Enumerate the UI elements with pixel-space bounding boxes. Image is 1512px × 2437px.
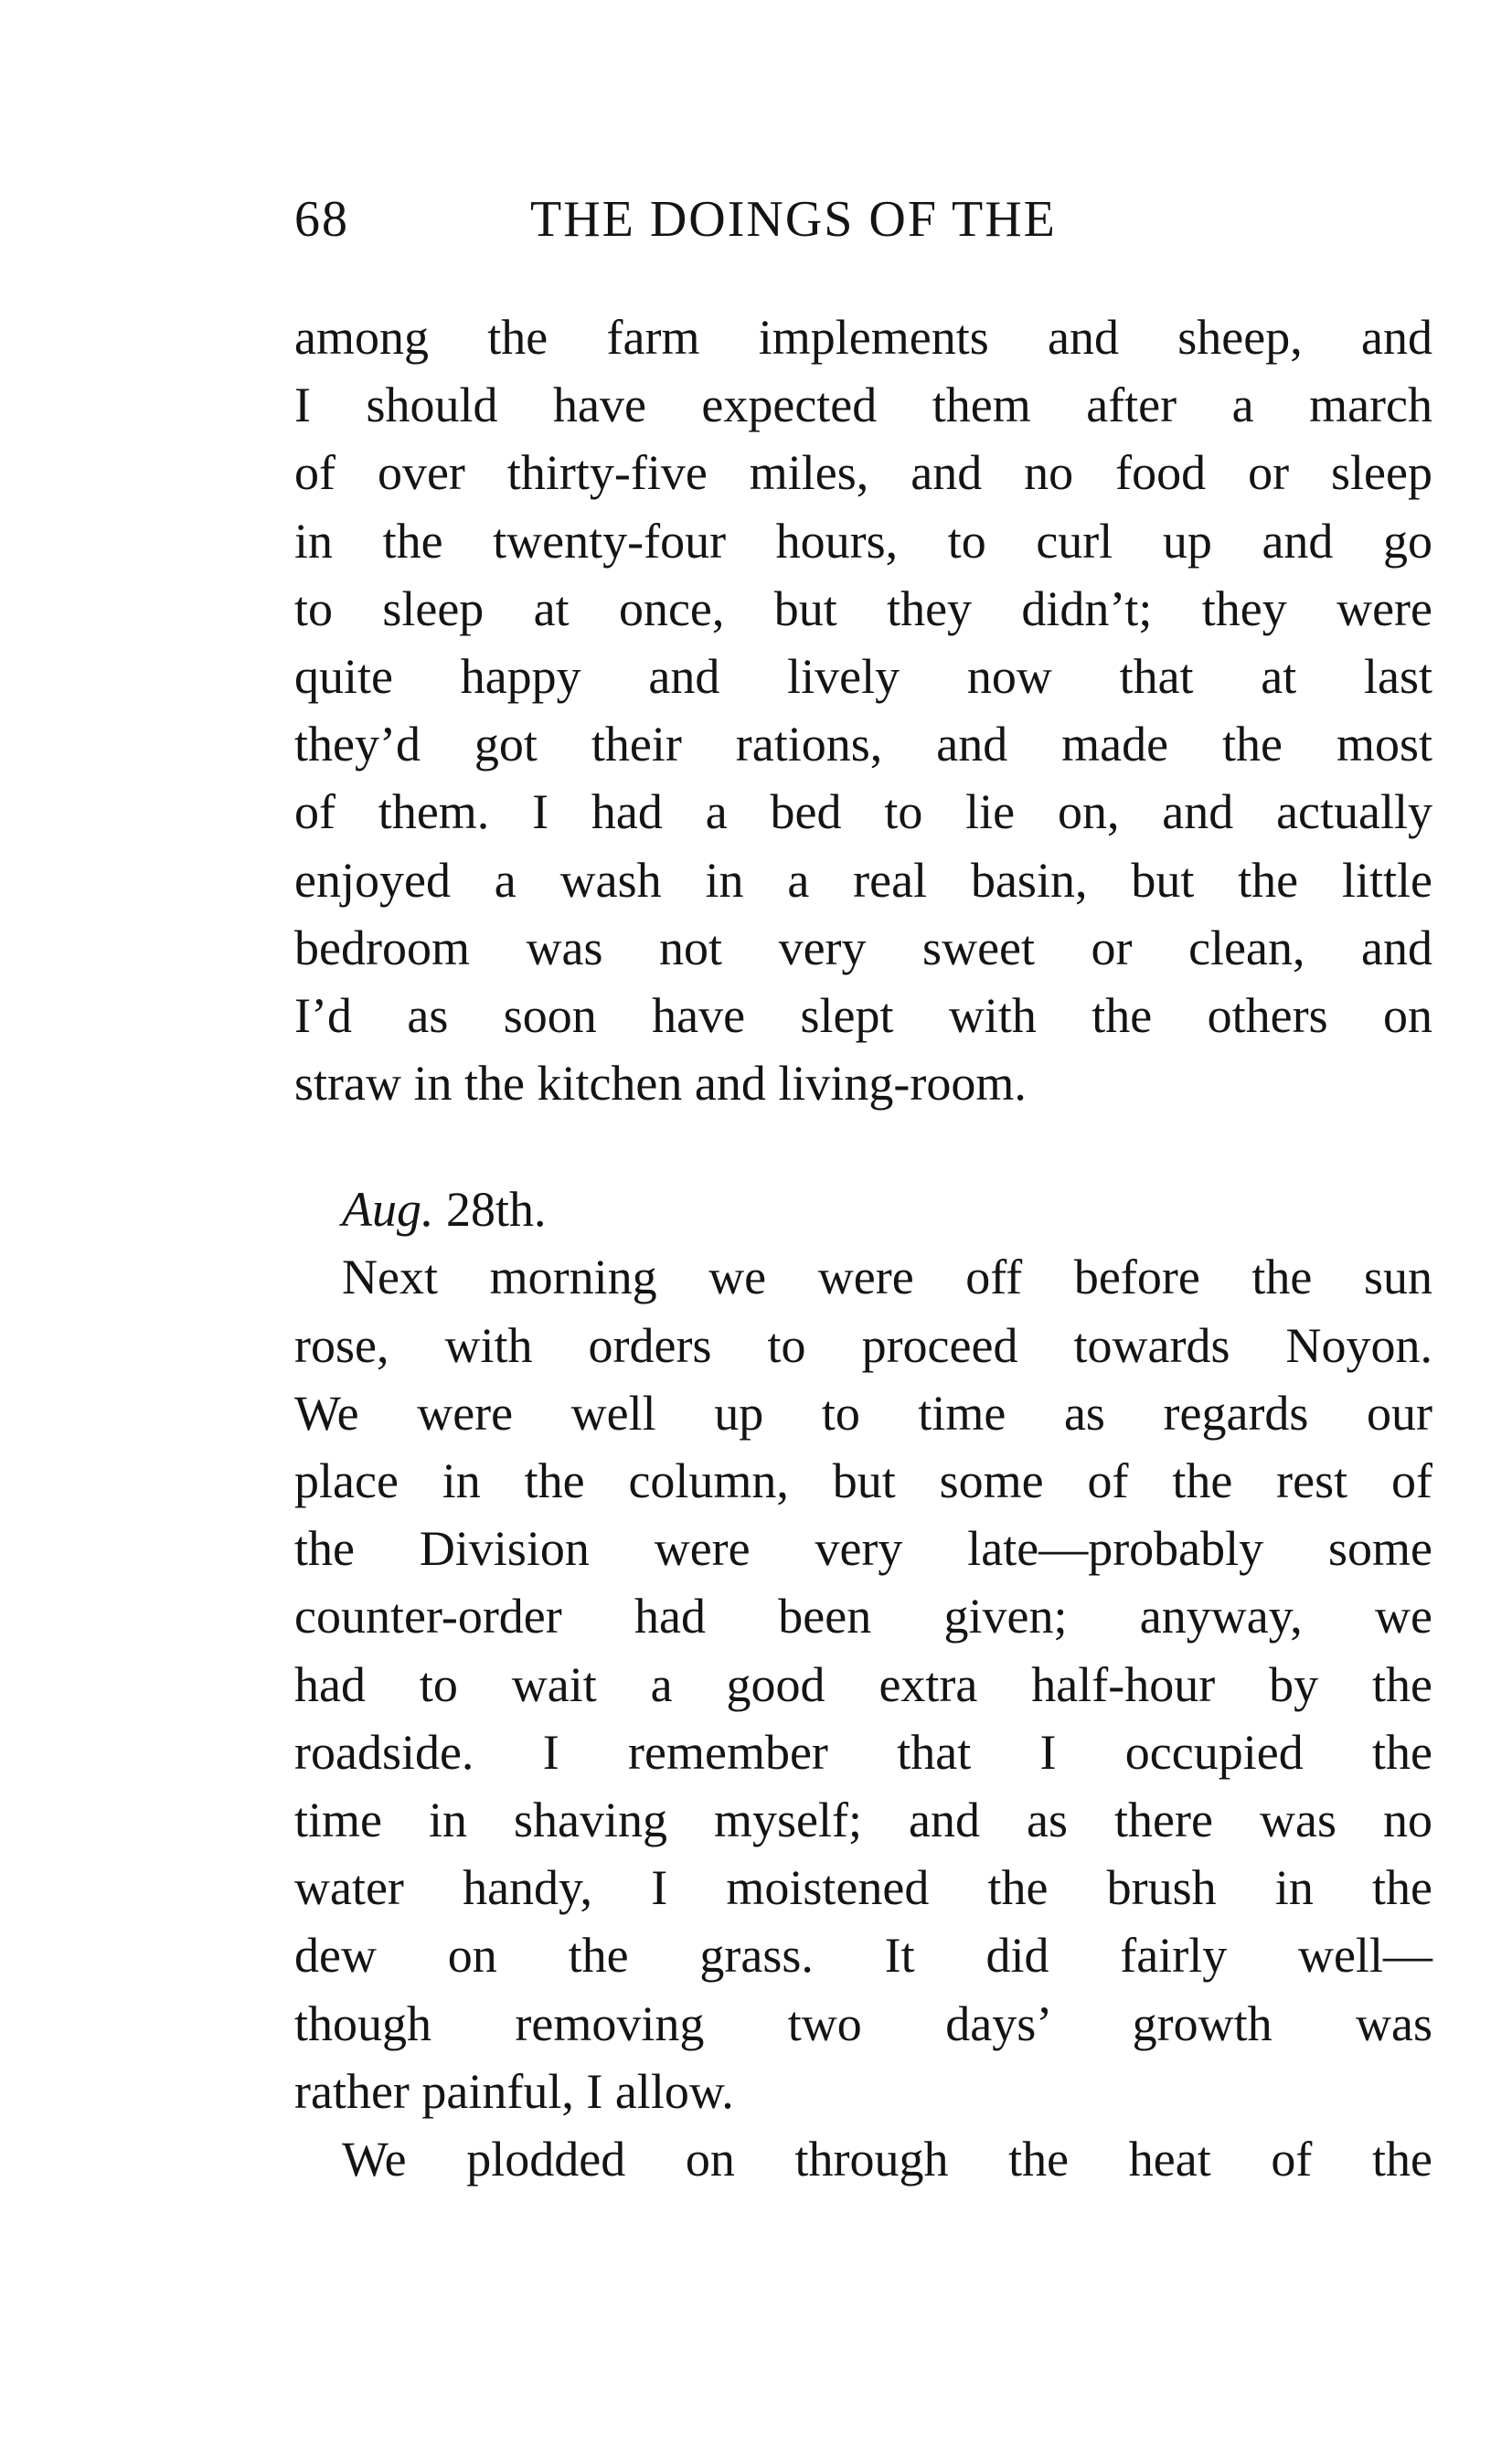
text-line: enjoyed a wash in a real basin, but the little	[294, 852, 1432, 908]
text-line: of them. I had a bed to lie on, and actually	[294, 784, 1432, 840]
text-line: among the farm implements and sheep, and	[294, 310, 1432, 365]
text-line: rather painful, I allow.	[294, 2063, 734, 2119]
running-head: THE DOINGS OF THE	[530, 191, 1057, 248]
dateline-month: Aug.	[342, 1182, 434, 1238]
text-line: place in the column, but some of the rest of	[294, 1453, 1432, 1508]
text-line: bedroom was not very sweet or clean, and	[294, 920, 1432, 975]
dateline-day	[446, 1182, 547, 1237]
text-line: they’d got their rations, and made the most	[294, 717, 1432, 772]
text-line: water handy, I moistened the brush in the	[294, 1860, 1432, 1916]
paragraph-1	[294, 303, 1432, 1117]
text-line: though removing two days’ growth was	[294, 1995, 1432, 2051]
text-line: to sleep at once, but they didn’t; they were	[294, 580, 1432, 636]
page-number: 68	[294, 191, 349, 248]
page-header	[294, 190, 1209, 263]
text-line: straw in the kitchen and living-room.	[294, 1056, 1027, 1112]
text-line: roadside. I remember that I occupied the	[294, 1724, 1432, 1780]
text-line: quite happy and lively now that at last	[294, 648, 1432, 704]
text-line: I should have expected them after a march	[294, 378, 1432, 433]
body-text	[294, 303, 1432, 2193]
text-line: of over thirty-five miles, and no food or sleep	[294, 445, 1432, 501]
text-line: in the twenty-four hours, to curl up and go	[294, 513, 1432, 569]
dateline	[294, 1176, 1432, 1243]
text-line: time in shaving myself; and as there was no	[294, 1792, 1432, 1847]
text-line: Next morning we were off before the sun	[342, 1250, 1432, 1305]
text-line: I’d as soon have slept with the others on	[294, 987, 1432, 1043]
paragraph-3	[294, 2125, 1432, 2193]
text-line: the Division were very late—probably some	[294, 1521, 1432, 1577]
dateline-day-text: 28th.	[446, 1182, 547, 1238]
section-gap	[294, 1117, 1432, 1176]
text-line: dew on the grass. It did fairly well—	[294, 1928, 1432, 1984]
text-line: We were well up to time as regards our	[294, 1385, 1432, 1441]
text-line: rose, with orders to proceed towards Noyon.	[294, 1317, 1432, 1373]
text-line: counter-order had been given; anyway, we	[294, 1589, 1432, 1644]
text-line: We plodded on through the heat of the	[342, 2131, 1432, 2187]
paragraph-2	[294, 1243, 1432, 2124]
text-line: had to wait a good extra half-hour by the	[294, 1656, 1432, 1712]
